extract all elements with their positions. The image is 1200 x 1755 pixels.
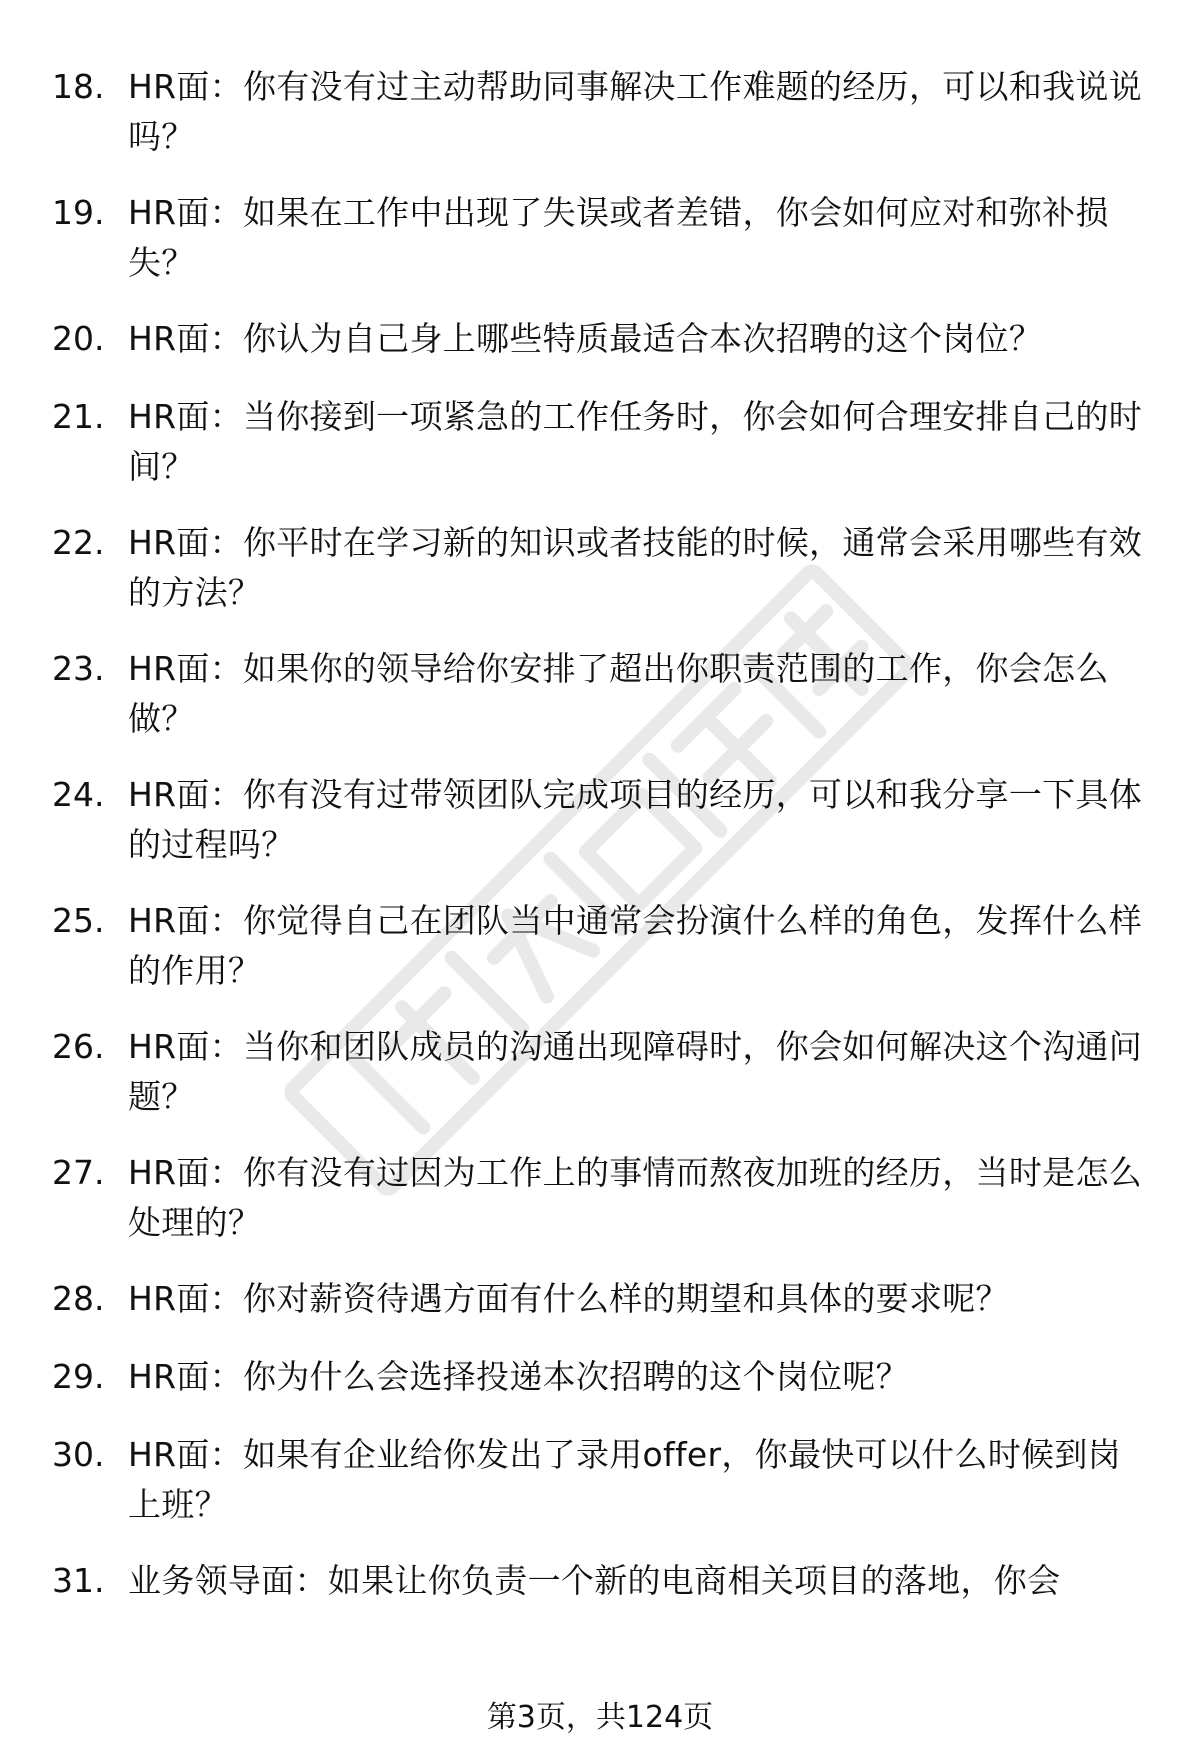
question-text: HR面：你觉得自己在团队当中通常会扮演什么样的角色，发挥什么样的作用？: [128, 901, 1143, 990]
question-number: 25.: [52, 901, 105, 940]
question-number: 28.: [52, 1279, 105, 1318]
question-number: 27.: [52, 1153, 105, 1192]
question-item: [0, 1274, 1200, 1324]
question-item: [0, 62, 1200, 162]
question-text: HR面：你平时在学习新的知识或者技能的时候，通常会采用哪些有效的方法？: [128, 523, 1143, 612]
question-number: 21.: [52, 397, 105, 436]
question-number: 26.: [52, 1027, 105, 1066]
question-item: [0, 1430, 1200, 1530]
question-text: HR面：你对薪资待遇方面有什么样的期望和具体的要求呢？: [128, 1279, 1009, 1318]
question-item: [0, 896, 1200, 996]
question-item: [0, 770, 1200, 870]
question-number: 18.: [52, 67, 105, 106]
question-number: 29.: [52, 1357, 105, 1396]
question-number: 19.: [52, 193, 105, 232]
question-item: [0, 644, 1200, 744]
question-number: 22.: [52, 523, 105, 562]
question-text: HR面：你有没有过因为工作上的事情而熬夜加班的经历，当时是怎么处理的？: [128, 1153, 1143, 1242]
question-text: HR面：如果在工作中出现了失误或者差错，你会如何应对和弥补损失？: [128, 193, 1109, 282]
question-number: 31.: [52, 1561, 105, 1600]
question-item: [0, 1022, 1200, 1122]
page-number-label: 第3页，共124页: [486, 1700, 714, 1735]
question-text: HR面：你有没有过主动帮助同事解决工作难题的经历，可以和我说说吗？: [128, 67, 1143, 156]
question-text: HR面：当你和团队成员的沟通出现障碍时，你会如何解决这个沟通问题？: [128, 1027, 1143, 1116]
question-item: [0, 518, 1200, 618]
question-text: 业务领导面：如果让你负责一个新的电商相关项目的落地，你会: [128, 1561, 1061, 1600]
question-list: [0, 62, 1200, 1634]
question-number: 30.: [52, 1435, 105, 1474]
question-item: [0, 392, 1200, 492]
question-text: HR面：你认为自己身上哪些特质最适合本次招聘的这个岗位？: [128, 319, 1043, 358]
question-number: 20.: [52, 319, 105, 358]
question-text: HR面：你为什么会选择投递本次招聘的这个岗位呢？: [128, 1357, 909, 1396]
question-item: [0, 1148, 1200, 1248]
question-text: HR面：如果有企业给你发出了录用offer，你最快可以什么时候到岗上班？: [128, 1435, 1121, 1524]
question-item: [0, 1352, 1200, 1402]
question-item: [0, 314, 1200, 364]
question-number: 24.: [52, 775, 105, 814]
page-footer: [0, 1698, 1200, 1738]
question-item: [0, 1556, 1200, 1606]
question-number: 23.: [52, 649, 105, 688]
question-text: HR面：你有没有过带领团队完成项目的经历，可以和我分享一下具体的过程吗？: [128, 775, 1143, 864]
question-item: [0, 188, 1200, 288]
question-text: HR面：当你接到一项紧急的工作任务时，你会如何合理安排自己的时间？: [128, 397, 1143, 486]
question-text: HR面：如果你的领导给你安排了超出你职责范围的工作，你会怎么做？: [128, 649, 1109, 738]
